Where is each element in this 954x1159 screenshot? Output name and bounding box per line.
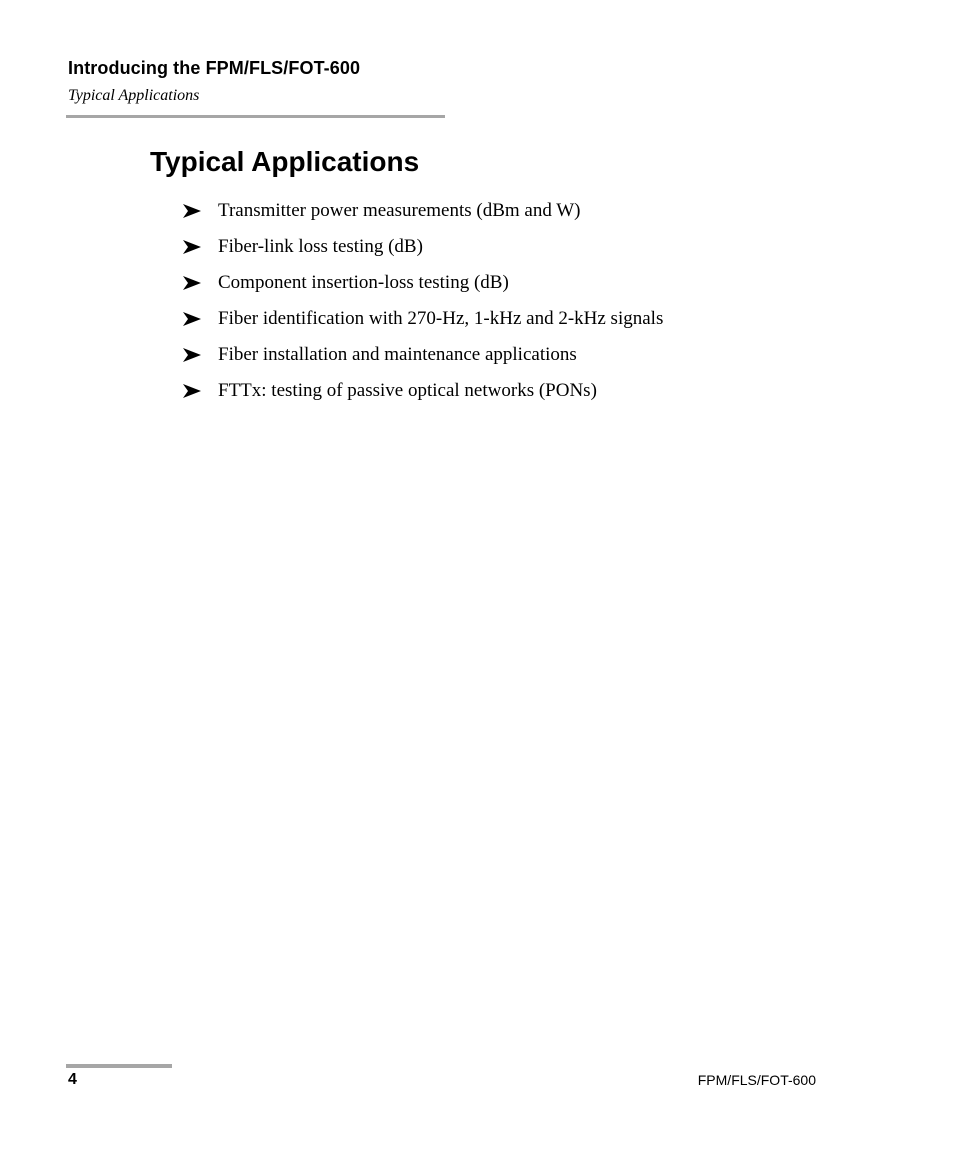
list-item-text: Transmitter power measurements (dBm and W) xyxy=(218,200,581,221)
list-item xyxy=(183,265,663,301)
arrowhead-bullet-icon xyxy=(183,312,218,326)
list-item-text: Fiber installation and maintenance applications xyxy=(218,344,577,365)
list-item-text: FTTx: testing of passive optical networks (PONs) xyxy=(218,380,597,401)
arrowhead-bullet-icon xyxy=(183,348,218,362)
page-title: Typical Applications xyxy=(150,146,420,177)
list-item-text: Fiber-link loss testing (dB) xyxy=(218,236,423,257)
arrowhead-bullet-icon xyxy=(183,276,218,290)
arrowhead-bullet-icon xyxy=(183,384,218,398)
footer-product-name: FPM/FLS/FOT-600 xyxy=(697,1072,816,1088)
applications-list xyxy=(183,193,663,409)
list-item-text: Fiber identification with 270-Hz, 1-kHz and 2-kHz signals xyxy=(218,308,664,329)
page-number: 4 xyxy=(68,1071,77,1088)
list-item xyxy=(183,373,663,409)
list-item xyxy=(183,193,663,229)
arrowhead-bullet-icon xyxy=(183,240,218,254)
list-item xyxy=(183,337,663,373)
running-header xyxy=(68,57,360,106)
list-item xyxy=(183,301,663,337)
header-rule xyxy=(66,115,445,118)
arrowhead-bullet-icon xyxy=(183,204,218,218)
list-item-text: Component insertion-loss testing (dB) xyxy=(218,272,509,293)
footer-rule xyxy=(66,1064,172,1068)
header-section-title: Typical Applications xyxy=(68,87,200,104)
list-item xyxy=(183,229,663,265)
header-chapter-title: Introducing the FPM/FLS/FOT-600 xyxy=(68,58,361,78)
